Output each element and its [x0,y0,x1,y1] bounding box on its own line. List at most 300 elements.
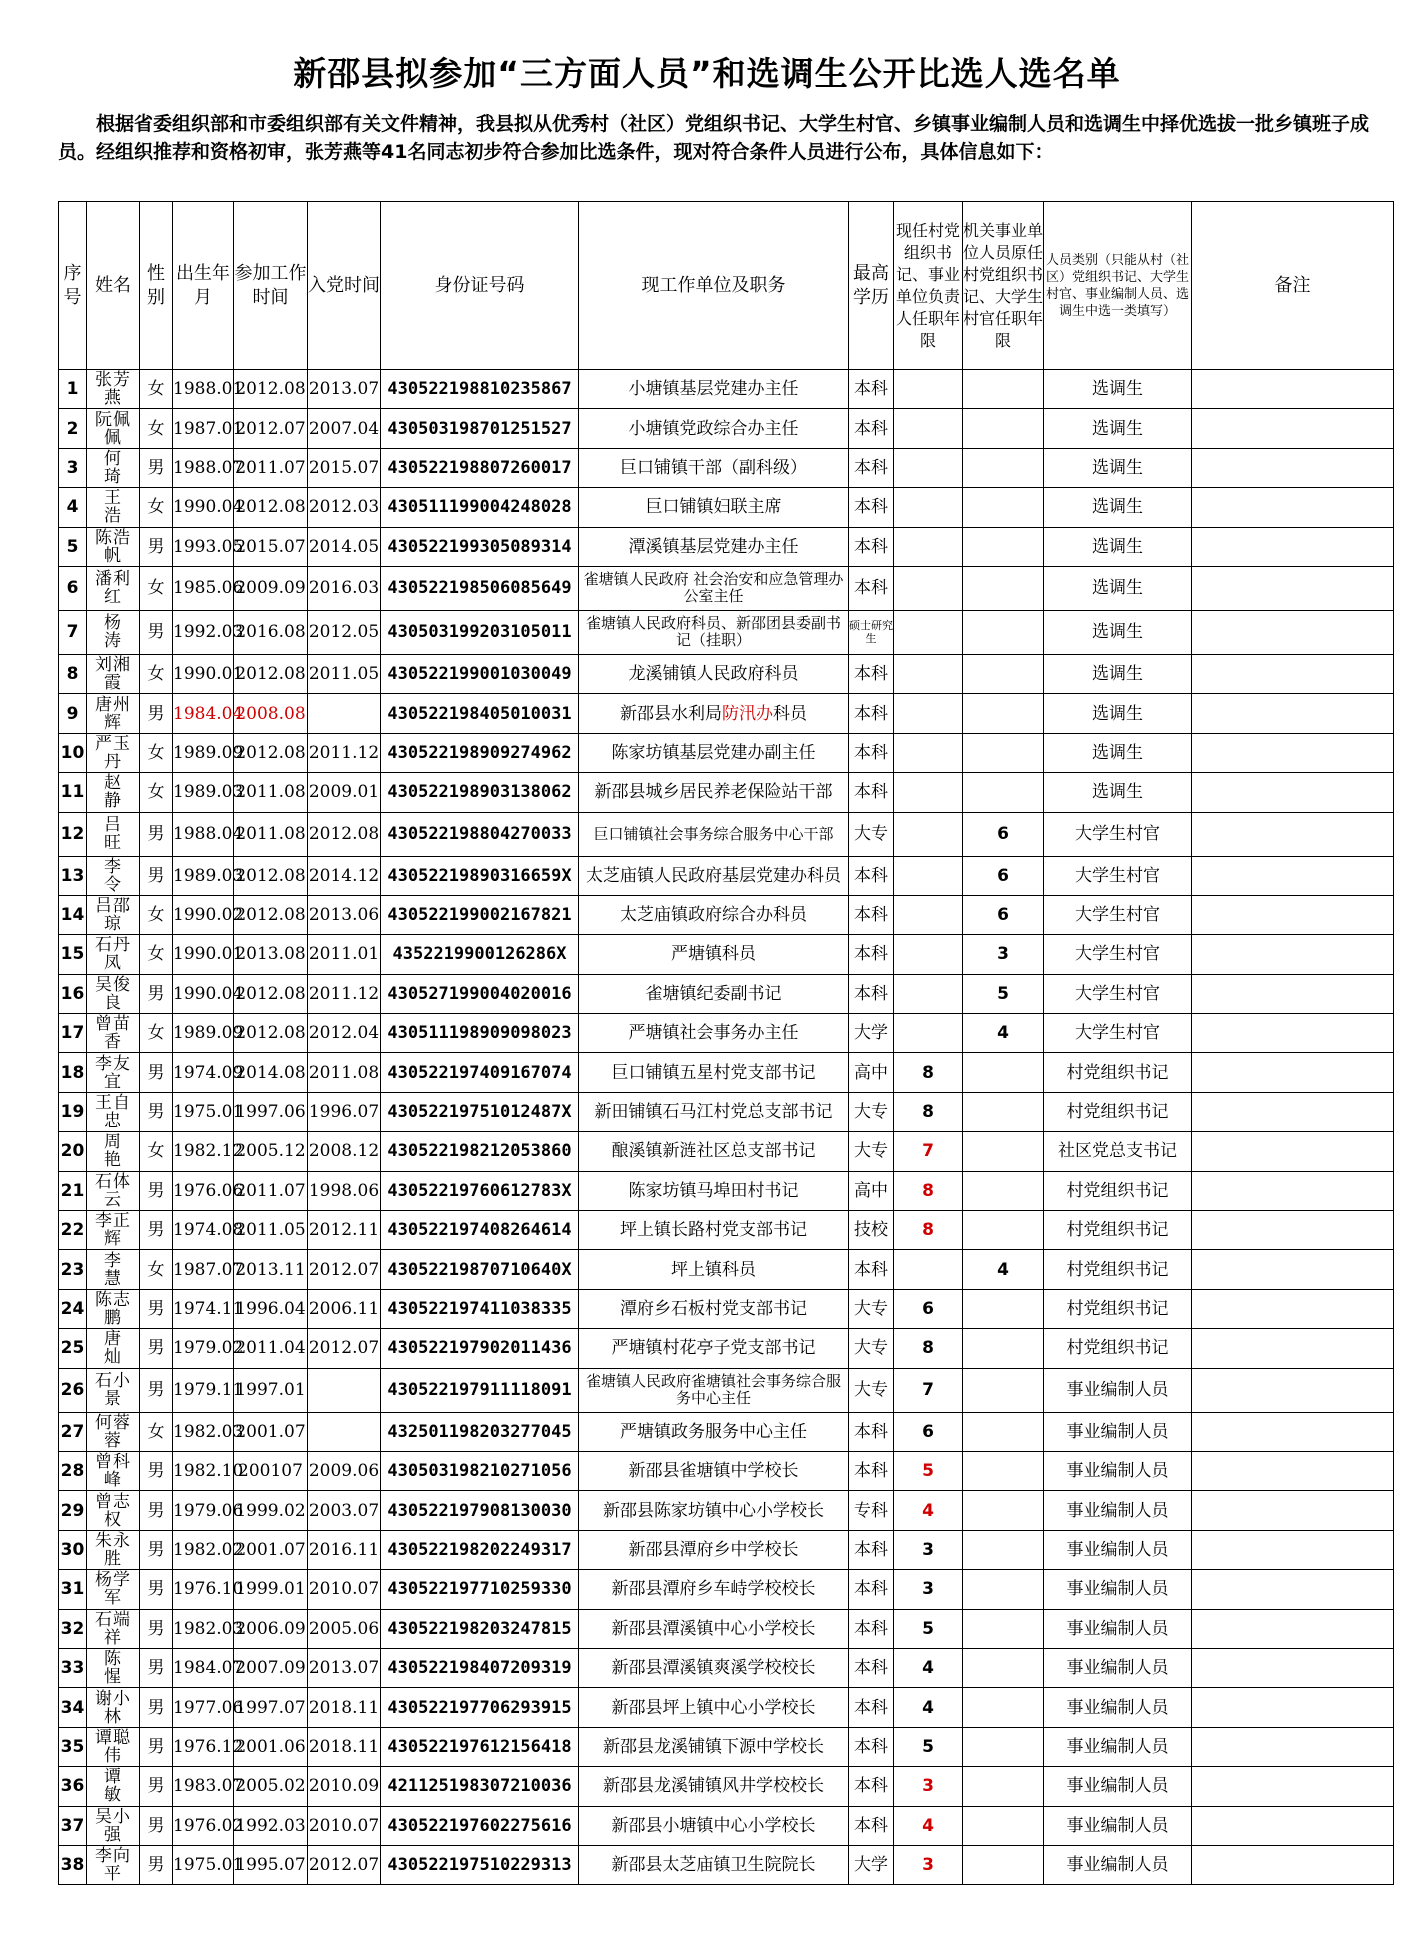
cell-gender: 女 [140,1014,173,1053]
cell-birth: 1989.09 [173,1014,234,1053]
cell-birth: 1977.06 [173,1688,234,1727]
cell-edu: 高中 [849,1171,894,1210]
cell-name: 石端祥 [87,1609,140,1648]
cell-category: 大学生村官 [1044,974,1192,1013]
cell-id-number: 430522198807260017 [381,448,579,487]
cell-official-years: 4 [963,1014,1044,1053]
cell-name: 谭聪伟 [87,1727,140,1766]
table-row [59,527,1394,566]
cell-name: 杨学军 [87,1570,140,1609]
cell-name: 李向平 [87,1845,140,1884]
cell-unit: 新邵县城乡居民养老保险站干部 [579,773,849,812]
cell-id-number: 430522197908130030 [381,1491,579,1530]
cell-name: 杨 涛 [87,610,140,654]
cell-category: 大学生村官 [1044,895,1192,934]
cell-village-years: 5 [894,1451,963,1490]
table-row [59,1530,1394,1569]
cell-party [308,694,381,733]
cell-official-years [963,1570,1044,1609]
cell-unit: 严塘镇科员 [579,935,849,974]
cell-work-start: 2011.07 [234,448,308,487]
cell-birth: 1982.02 [173,1530,234,1569]
cell-id-number: 430522198203247815 [381,1609,579,1648]
cell-official-years [963,488,1044,527]
cell-birth: 1987.01 [173,409,234,448]
cell-official-years [963,370,1044,409]
cell-party: 2018.11 [308,1727,381,1766]
cell-party: 2012.07 [308,1250,381,1289]
cell-official-years [963,448,1044,487]
cell-remark [1192,1451,1394,1490]
cell-work-start: 2012.08 [234,654,308,693]
cell-party: 2009.01 [308,773,381,812]
cell-seq: 12 [59,812,87,856]
cell-unit: 雀塘镇人民政府雀塘镇社会事务综合服务中心主任 [579,1368,849,1412]
cell-seq: 21 [59,1171,87,1210]
cell-official-years [963,773,1044,812]
cell-edu: 本科 [849,566,894,610]
cell-work-start: 2012.08 [234,733,308,772]
cell-seq: 15 [59,935,87,974]
table-row [59,610,1394,654]
cell-name: 潘利红 [87,566,140,610]
table-row [59,856,1394,895]
cell-party: 2016.11 [308,1530,381,1569]
cell-village-years [894,856,963,895]
cell-unit: 新邵县坪上镇中心小学校长 [579,1688,849,1727]
cell-name: 李 慧 [87,1250,140,1289]
cell-seq: 35 [59,1727,87,1766]
cell-work-start: 2012.08 [234,856,308,895]
cell-category: 村党组织书记 [1044,1250,1192,1289]
cell-birth: 1989.09 [173,733,234,772]
cell-edu: 硕士研究生 [849,610,894,654]
cell-remark [1192,1014,1394,1053]
table-row [59,448,1394,487]
cell-edu: 本科 [849,1609,894,1648]
cell-edu: 本科 [849,1727,894,1766]
cell-village-years [894,733,963,772]
cell-edu: 大学 [849,1014,894,1053]
cell-gender: 男 [140,1368,173,1412]
cell-party: 2012.08 [308,812,381,856]
cell-birth: 1990.02 [173,895,234,934]
cell-remark [1192,1368,1394,1412]
cell-village-years [894,773,963,812]
cell-remark [1192,1688,1394,1727]
cell-name: 李 令 [87,856,140,895]
cell-work-start: 2011.04 [234,1329,308,1368]
cell-unit: 新邵县龙溪铺镇风井学校校长 [579,1767,849,1806]
cell-unit: 新邵县潭溪镇中心小学校长 [579,1609,849,1648]
cell-id-number: 430522199002167821 [381,895,579,934]
cell-official-years [963,1329,1044,1368]
cell-village-years [894,1250,963,1289]
cell-unit: 陈家坊镇基层党建办副主任 [579,733,849,772]
table-row [59,1570,1394,1609]
intro-paragraph: 根据省委组织部和市委组织部有关文件精神，我县拟从优秀村（社区）党组织书记、大学生村官、乡镇事业编制人员和选调生中择优选拔一批乡镇班子成员。经组织推荐和资格初审，张芳燕等41名同志初步符合参加比选条件，现对符合条件人员进行公布，具体信息如下： [58,113,1370,163]
cell-id-number: 430522198407209319 [381,1648,579,1687]
cell-official-years [963,1092,1044,1131]
table-row [59,1368,1394,1412]
cell-edu: 本科 [849,370,894,409]
cell-birth: 1982.03 [173,1609,234,1648]
cell-gender: 女 [140,733,173,772]
cell-seq: 38 [59,1845,87,1884]
cell-name: 石丹凤 [87,935,140,974]
cell-village-years [894,694,963,733]
cell-birth: 1993.05 [173,527,234,566]
cell-id-number: 43052219870710640X [381,1250,579,1289]
cell-edu: 技校 [849,1211,894,1250]
cell-unit: 新田铺镇石马江村党总支部书记 [579,1092,849,1131]
cell-gender: 男 [140,1767,173,1806]
cell-edu: 大专 [849,1289,894,1328]
table-row [59,1767,1394,1806]
cell-birth: 1988.01 [173,370,234,409]
cell-category: 事业编制人员 [1044,1412,1192,1451]
cell-party: 2012.07 [308,1329,381,1368]
cell-unit [579,694,849,733]
cell-birth: 1979.11 [173,1368,234,1412]
table-row [59,1648,1394,1687]
cell-remark [1192,1092,1394,1131]
header-party: 入党时间 [308,202,381,370]
cell-category: 村党组织书记 [1044,1329,1192,1368]
cell-work-start: 2011.05 [234,1211,308,1250]
cell-birth: 1990.01 [173,935,234,974]
cell-seq: 37 [59,1806,87,1845]
cell-seq: 25 [59,1329,87,1368]
cell-village-years [894,370,963,409]
cell-remark [1192,1727,1394,1766]
cell-village-years [894,654,963,693]
cell-village-years: 8 [894,1053,963,1092]
cell-seq: 2 [59,409,87,448]
cell-name: 刘湘霞 [87,654,140,693]
cell-unit: 严塘镇村花亭子党支部书记 [579,1329,849,1368]
cell-name: 吕 旺 [87,812,140,856]
header-edu: 最高学历 [849,202,894,370]
cell-gender: 男 [140,974,173,1013]
cell-edu: 大专 [849,1092,894,1131]
cell-id-number: 430522197411038335 [381,1289,579,1328]
cell-birth: 1974.11 [173,1289,234,1328]
cell-category: 村党组织书记 [1044,1171,1192,1210]
cell-edu: 本科 [849,1806,894,1845]
cell-id-number: 43052219890316659X [381,856,579,895]
cell-gender: 女 [140,1132,173,1171]
cell-edu: 大专 [849,1368,894,1412]
cell-official-years [963,1530,1044,1569]
cell-birth: 1976.10 [173,1570,234,1609]
cell-gender: 女 [140,654,173,693]
cell-category: 事业编制人员 [1044,1491,1192,1530]
cell-birth: 1989.03 [173,856,234,895]
cell-seq: 9 [59,694,87,733]
cell-official-years [963,1648,1044,1687]
cell-category: 村党组织书记 [1044,1289,1192,1328]
cell-gender: 男 [140,1171,173,1210]
cell-birth: 1976.06 [173,1171,234,1210]
cell-id-number: 43052219760612783X [381,1171,579,1210]
table-row [59,773,1394,812]
cell-remark [1192,654,1394,693]
cell-gender: 男 [140,694,173,733]
cell-name: 陈浩帆 [87,527,140,566]
cell-gender: 男 [140,1806,173,1845]
cell-village-years [894,448,963,487]
cell-party: 2010.07 [308,1806,381,1845]
cell-remark [1192,1491,1394,1530]
cell-category: 选调生 [1044,448,1192,487]
cell-category: 村党组织书记 [1044,1092,1192,1131]
cell-seq: 28 [59,1451,87,1490]
cell-category: 村党组织书记 [1044,1053,1192,1092]
cell-remark [1192,1053,1394,1092]
cell-unit: 巨口铺镇社会事务综合服务中心干部 [579,812,849,856]
cell-village-years [894,488,963,527]
table-row [59,694,1394,733]
cell-name: 谭 敏 [87,1767,140,1806]
cell-seq: 22 [59,1211,87,1250]
cell-seq: 27 [59,1412,87,1451]
cell-edu: 本科 [849,409,894,448]
cell-official-years [963,1053,1044,1092]
cell-work-start: 2011.08 [234,773,308,812]
cell-village-years [894,935,963,974]
cell-name: 曾苗香 [87,1014,140,1053]
cell-party: 2003.07 [308,1491,381,1530]
cell-party: 2011.08 [308,1053,381,1092]
cell-id-number: 430503199203105011 [381,610,579,654]
cell-unit: 坪上镇科员 [579,1250,849,1289]
cell-party: 2012.04 [308,1014,381,1053]
cell-id-number: 430522197706293915 [381,1688,579,1727]
cell-seq: 14 [59,895,87,934]
table-row [59,488,1394,527]
cell-official-years [963,1609,1044,1648]
cell-official-years: 6 [963,856,1044,895]
cell-seq: 5 [59,527,87,566]
cell-seq: 7 [59,610,87,654]
cell-name: 何 琦 [87,448,140,487]
cell-work-start: 1999.02 [234,1491,308,1530]
cell-category: 事业编制人员 [1044,1727,1192,1766]
cell-seq: 32 [59,1609,87,1648]
cell-party [308,1368,381,1412]
cell-village-years: 4 [894,1648,963,1687]
cell-official-years: 5 [963,974,1044,1013]
cell-birth: 1990.04 [173,488,234,527]
cell-birth: 1984.04 [173,694,234,733]
cell-category: 选调生 [1044,733,1192,772]
cell-id-number: 430522198405010031 [381,694,579,733]
cell-official-years [963,1491,1044,1530]
cell-remark [1192,773,1394,812]
cell-gender: 男 [140,610,173,654]
cell-remark [1192,812,1394,856]
cell-edu: 本科 [849,1767,894,1806]
cell-id-number: 430522198202249317 [381,1530,579,1569]
cell-gender: 女 [140,773,173,812]
cell-official-years [963,1412,1044,1451]
cell-work-start: 2001.06 [234,1727,308,1766]
cell-remark [1192,1845,1394,1884]
cell-seq: 11 [59,773,87,812]
cell-gender: 女 [140,1412,173,1451]
cell-unit: 新邵县龙溪铺镇下源中学校长 [579,1727,849,1766]
cell-birth: 1976.02 [173,1806,234,1845]
cell-gender: 女 [140,409,173,448]
cell-name: 谢小林 [87,1688,140,1727]
cell-party: 2013.07 [308,1648,381,1687]
cell-unit: 新邵县小塘镇中心小学校长 [579,1806,849,1845]
cell-work-start: 1999.01 [234,1570,308,1609]
cell-unit: 新邵县太芝庙镇卫生院院长 [579,1845,849,1884]
table-row [59,1727,1394,1766]
cell-party: 2012.11 [308,1211,381,1250]
cell-village-years: 5 [894,1727,963,1766]
cell-id-number: 430522198804270033 [381,812,579,856]
cell-name: 李友宜 [87,1053,140,1092]
cell-village-years: 8 [894,1211,963,1250]
cell-category: 村党组织书记 [1044,1211,1192,1250]
cell-party: 2012.07 [308,1845,381,1884]
cell-id-number: 430522198506085649 [381,566,579,610]
cell-edu: 本科 [849,1688,894,1727]
header-category: 人员类别（只能从村（社区）党组织书记、大学生村官、事业编制人员、选调生中选一类填写） [1044,202,1192,370]
cell-village-years [894,566,963,610]
cell-work-start: 2011.08 [234,812,308,856]
cell-category: 大学生村官 [1044,856,1192,895]
cell-id-number: 430522198212053860 [381,1132,579,1171]
cell-work-start: 1997.07 [234,1688,308,1727]
cell-unit: 潭府乡石板村党支部书记 [579,1289,849,1328]
cell-work-start: 2009.09 [234,566,308,610]
cell-name: 王 浩 [87,488,140,527]
cell-village-years [894,895,963,934]
cell-village-years: 4 [894,1688,963,1727]
cell-name: 唐 灿 [87,1329,140,1368]
header-remark: 备注 [1192,202,1394,370]
cell-work-start: 2012.08 [234,895,308,934]
cell-seq: 10 [59,733,87,772]
cell-gender: 男 [140,448,173,487]
cell-name: 石小景 [87,1368,140,1412]
cell-category: 事业编制人员 [1044,1648,1192,1687]
cell-work-start: 2001.07 [234,1530,308,1569]
cell-birth: 1987.07 [173,1250,234,1289]
cell-official-years: 6 [963,895,1044,934]
table-row [59,1688,1394,1727]
table-row [59,1609,1394,1648]
table-row [59,1211,1394,1250]
cell-seq: 20 [59,1132,87,1171]
table-row [59,1171,1394,1210]
cell-remark [1192,1648,1394,1687]
cell-work-start: 2015.07 [234,527,308,566]
table-row [59,1132,1394,1171]
cell-unit: 小塘镇基层党建办主任 [579,370,849,409]
cell-work-start: 1996.04 [234,1289,308,1328]
cell-party: 2011.12 [308,974,381,1013]
cell-seq: 29 [59,1491,87,1530]
table-row [59,1092,1394,1131]
cell-id-number: 430522199305089314 [381,527,579,566]
cell-birth: 1990.01 [173,654,234,693]
candidate-table [58,201,1394,1885]
cell-remark [1192,448,1394,487]
cell-category: 选调生 [1044,409,1192,448]
cell-village-years: 3 [894,1570,963,1609]
cell-remark [1192,488,1394,527]
table-row [59,1412,1394,1451]
cell-remark [1192,1767,1394,1806]
cell-official-years [963,1727,1044,1766]
cell-birth: 1985.06 [173,566,234,610]
cell-gender: 男 [140,1648,173,1687]
cell-village-years: 4 [894,1806,963,1845]
cell-seq: 24 [59,1289,87,1328]
cell-birth: 1982.03 [173,1412,234,1451]
cell-birth: 1982.10 [173,1451,234,1490]
cell-category: 事业编制人员 [1044,1609,1192,1648]
cell-village-years [894,974,963,1013]
cell-birth: 1989.03 [173,773,234,812]
cell-birth: 1975.01 [173,1845,234,1884]
cell-party: 2009.06 [308,1451,381,1490]
cell-party: 2014.12 [308,856,381,895]
table-row [59,1491,1394,1530]
cell-edu: 本科 [849,773,894,812]
cell-category: 事业编制人员 [1044,1570,1192,1609]
cell-party: 2006.11 [308,1289,381,1328]
cell-category: 社区党总支书记 [1044,1132,1192,1171]
cell-edu: 本科 [849,448,894,487]
cell-seq: 33 [59,1648,87,1687]
cell-id-number: 430511198909098023 [381,1014,579,1053]
cell-unit: 酿溪镇新涟社区总支部书记 [579,1132,849,1171]
table-header-row [59,202,1394,370]
cell-unit: 陈家坊镇马埠田村书记 [579,1171,849,1210]
cell-work-start: 200107 [234,1451,308,1490]
cell-remark [1192,1609,1394,1648]
cell-official-years [963,1171,1044,1210]
cell-id-number: 430522197409167074 [381,1053,579,1092]
cell-party: 2013.07 [308,370,381,409]
cell-id-number: 430522197911118091 [381,1368,579,1412]
cell-official-years [963,1845,1044,1884]
cell-remark [1192,694,1394,733]
cell-seq: 4 [59,488,87,527]
cell-party [308,1412,381,1451]
cell-official-years [963,1132,1044,1171]
cell-id-number: 43052219751012487X [381,1092,579,1131]
cell-remark [1192,1806,1394,1845]
cell-gender: 男 [140,1688,173,1727]
cell-birth: 1988.04 [173,812,234,856]
cell-name: 张芳燕 [87,370,140,409]
cell-official-years: 3 [963,935,1044,974]
cell-official-years [963,1211,1044,1250]
cell-party: 1996.07 [308,1092,381,1131]
table-row [59,935,1394,974]
cell-id-number: 430522197510229313 [381,1845,579,1884]
table-row [59,733,1394,772]
cell-gender: 女 [140,1250,173,1289]
cell-work-start: 2005.02 [234,1767,308,1806]
